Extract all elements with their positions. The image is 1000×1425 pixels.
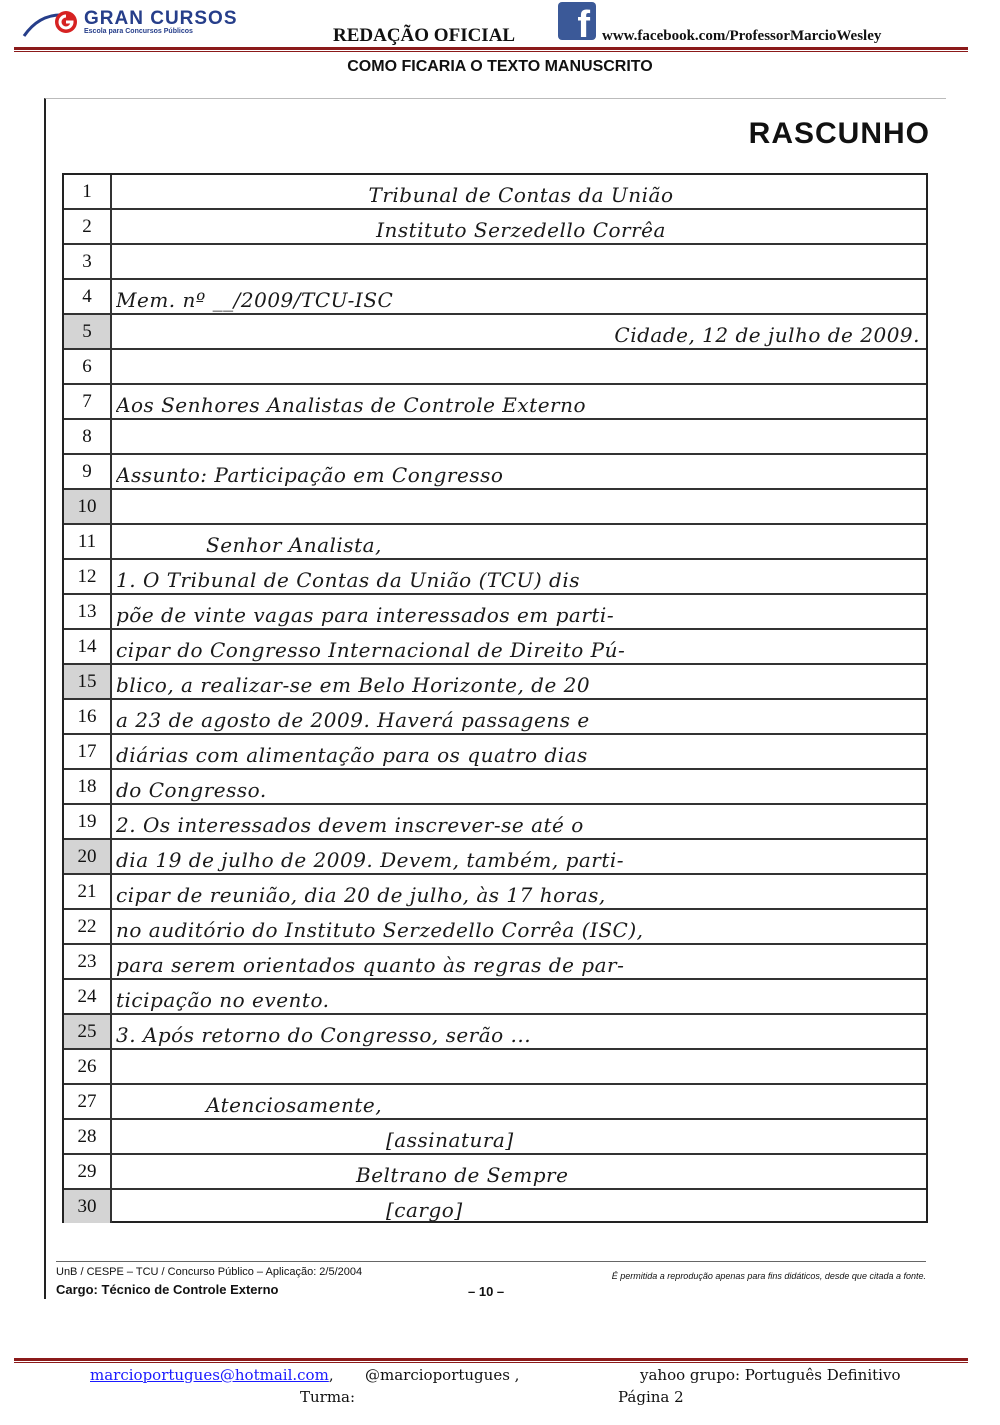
logo-text: GRAN CURSOS xyxy=(84,8,238,29)
sheet-line xyxy=(64,735,926,770)
line-number: 14 xyxy=(64,630,112,663)
sheet-footer-divider xyxy=(56,1261,926,1262)
sheet-line xyxy=(64,1120,926,1155)
sheet-line xyxy=(64,420,926,455)
sheet-line xyxy=(64,315,926,350)
handwritten-text: a 23 de agosto de 2009. Haverá passagens e xyxy=(116,708,590,732)
line-number: 13 xyxy=(64,595,112,628)
line-number: 8 xyxy=(64,420,112,453)
reproduction-notice: É permitida a reprodução apenas para fins didáticos, desde que citada a fonte. xyxy=(611,1271,926,1281)
line-number: 18 xyxy=(64,770,112,803)
handwritten-text: do Congresso. xyxy=(116,778,267,802)
exam-info: UnB / CESPE – TCU / Concurso Público – Aplicação: 2/5/2004 xyxy=(56,1266,363,1278)
logo-swoosh-icon xyxy=(22,6,82,42)
line-number: 16 xyxy=(64,700,112,733)
line-number: 23 xyxy=(64,945,112,978)
facebook-url: www.facebook.com/ProfessorMarcioWesley xyxy=(602,28,882,44)
line-number: 26 xyxy=(64,1050,112,1083)
sheet-line xyxy=(64,175,926,210)
social-handle: @marcioportugues , xyxy=(365,1366,520,1384)
handwritten-text: Instituto Serzedello Corrêa xyxy=(376,218,666,242)
sheet-line xyxy=(64,595,926,630)
handwritten-text: [cargo] xyxy=(386,1198,463,1222)
handwritten-text xyxy=(116,490,926,523)
sheet-line xyxy=(64,770,926,805)
handwritten-text: 2. Os interessados devem inscrever-se até o xyxy=(116,813,584,837)
sheet-line xyxy=(64,385,926,420)
handwritten-text xyxy=(116,245,926,278)
footer-email-wrap xyxy=(90,1366,334,1384)
handwritten-text: 1. O Tribunal de Contas da União (TCU) dis xyxy=(116,568,580,592)
sheet-line xyxy=(64,630,926,665)
line-number: 25 xyxy=(64,1015,112,1048)
logo-subtext: Escola para Concursos Públicos xyxy=(84,28,193,35)
line-number: 24 xyxy=(64,980,112,1013)
handwritten-text: Cidade, 12 de julho de 2009. xyxy=(614,323,920,347)
sheet-line xyxy=(64,1050,926,1085)
sheet-line xyxy=(64,1155,926,1190)
handwritten-text: diárias com alimentação para os quatro dias xyxy=(116,743,588,767)
handwritten-text: para serem orientados quanto às regras de par- xyxy=(116,953,625,977)
handwritten-text: põe de vinte vagas para interessados em parti- xyxy=(116,603,615,627)
sheet-line xyxy=(64,980,926,1015)
handwritten-text: Tribunal de Contas da União xyxy=(368,183,674,207)
line-number: 19 xyxy=(64,805,112,838)
line-number: 2 xyxy=(64,210,112,243)
sheet-line xyxy=(64,1085,926,1120)
sheet-line xyxy=(64,665,926,700)
handwritten-text: cipar do Congresso Internacional de Direito Pú- xyxy=(116,638,626,662)
sheet-page-number: – 10 – xyxy=(468,1284,505,1299)
line-number: 30 xyxy=(64,1190,112,1223)
footer-divider xyxy=(14,1358,968,1363)
sheet-line xyxy=(64,455,926,490)
handwritten-lines-grid xyxy=(62,173,928,1223)
exam-role: Cargo: Técnico de Controle Externo xyxy=(56,1282,279,1297)
sheet-line xyxy=(64,945,926,980)
handwritten-text: dia 19 de julho de 2009. Devem, também, parti- xyxy=(116,848,625,872)
line-number: 11 xyxy=(64,525,112,558)
sheet-line xyxy=(64,875,926,910)
gran-cursos-logo xyxy=(22,6,272,42)
email-link[interactable]: marcioportugues@hotmail.com xyxy=(90,1366,329,1384)
turma-label: Turma: xyxy=(300,1388,356,1406)
page-subtitle: COMO FICARIA O TEXTO MANUSCRITO xyxy=(347,58,653,75)
handwritten-text: cipar de reunião, dia 20 de julho, às 17 horas, xyxy=(116,883,606,907)
line-number: 10 xyxy=(64,490,112,523)
sheet-line xyxy=(64,210,926,245)
sheet-line xyxy=(64,1015,926,1050)
line-number: 22 xyxy=(64,910,112,943)
sheet-line xyxy=(64,280,926,315)
line-number: 9 xyxy=(64,455,112,488)
line-number: 12 xyxy=(64,560,112,593)
line-number: 29 xyxy=(64,1155,112,1188)
sheet-line xyxy=(64,1190,926,1225)
line-number: 6 xyxy=(64,350,112,383)
line-number: 3 xyxy=(64,245,112,278)
document-title: REDAÇÃO OFICIAL xyxy=(333,25,516,46)
sheet-line xyxy=(64,805,926,840)
sheet-line xyxy=(64,700,926,735)
page-number: Página 2 xyxy=(618,1388,684,1406)
line-number: 1 xyxy=(64,175,112,208)
sheet-line xyxy=(64,560,926,595)
line-number: 21 xyxy=(64,875,112,908)
handwritten-text: Aos Senhores Analistas de Controle Externo xyxy=(116,393,587,417)
handwritten-text: Senhor Analista, xyxy=(206,533,382,557)
header-divider xyxy=(14,47,968,52)
yahoo-group: yahoo grupo: Português Definitivo xyxy=(640,1366,901,1384)
line-number: 4 xyxy=(64,280,112,313)
line-number: 5 xyxy=(64,315,112,348)
line-number: 20 xyxy=(64,840,112,873)
line-number: 27 xyxy=(64,1085,112,1118)
handwritten-text: [assinatura] xyxy=(386,1128,514,1152)
handwritten-text xyxy=(116,1050,926,1083)
line-number: 17 xyxy=(64,735,112,768)
facebook-icon: f xyxy=(558,2,596,40)
handwritten-text: 3. Após retorno do Congresso, serão ... xyxy=(116,1023,532,1047)
handwritten-text: Beltrano de Sempre xyxy=(356,1163,569,1187)
sheet-line xyxy=(64,350,926,385)
sheet-line xyxy=(64,525,926,560)
sheet-line xyxy=(64,840,926,875)
handwritten-text: Atenciosamente, xyxy=(206,1093,383,1117)
line-number: 7 xyxy=(64,385,112,418)
handwritten-text: ticipação no evento. xyxy=(116,988,330,1012)
handwritten-text xyxy=(116,420,926,453)
email-separator: , xyxy=(328,1366,334,1384)
sheet-line xyxy=(64,490,926,525)
scanned-answer-sheet xyxy=(44,98,946,1299)
handwritten-text: no auditório do Instituto Serzedello Corrêa (ISC), xyxy=(116,918,644,942)
line-number: 28 xyxy=(64,1120,112,1153)
handwritten-text xyxy=(116,350,926,383)
handwritten-text: Assunto: Participação em Congresso xyxy=(116,463,504,487)
sheet-line xyxy=(64,245,926,280)
handwritten-text: Mem. nº __/2009/TCU-ISC xyxy=(116,288,394,312)
line-number: 15 xyxy=(64,665,112,698)
handwritten-text: blico, a realizar-se em Belo Horizonte, de 20 xyxy=(116,673,591,697)
sheet-heading: RASCUNHO xyxy=(748,117,930,150)
sheet-line xyxy=(64,910,926,945)
